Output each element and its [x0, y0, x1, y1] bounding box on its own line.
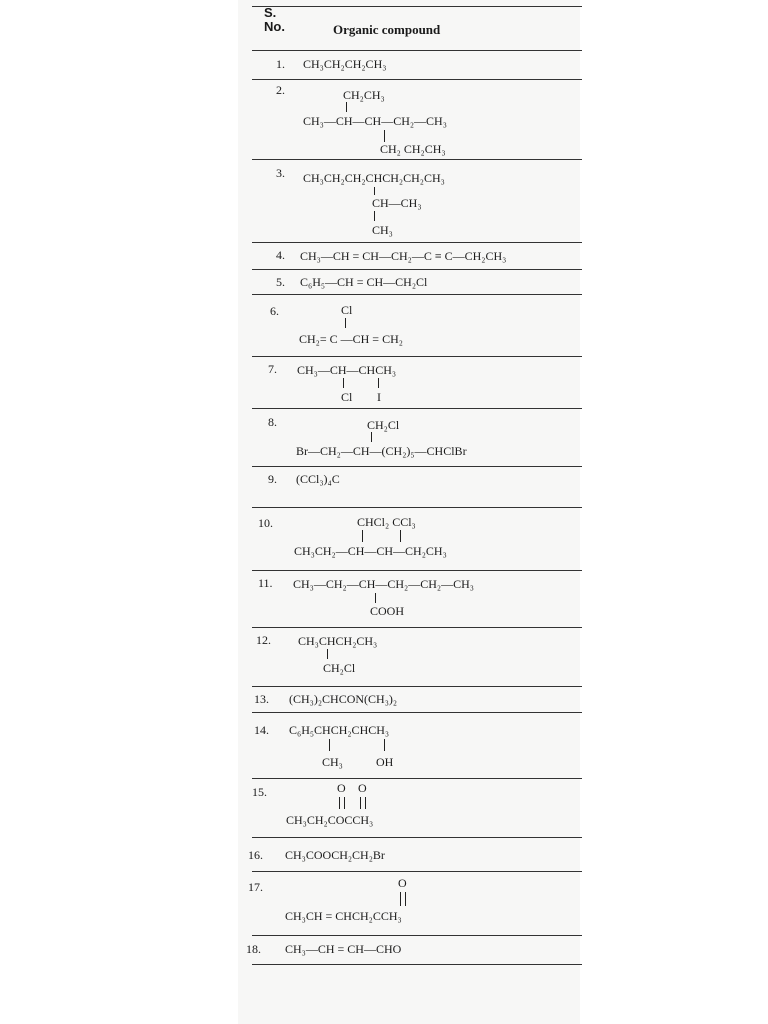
compound-substituent: COOH [370, 604, 405, 618]
carbonyl-oxygen: O [358, 781, 367, 795]
compound-substituent: CH₃ [322, 755, 343, 769]
row-divider [252, 837, 582, 838]
bond-line [362, 530, 363, 542]
compound-formula: Br—CH₂—CH—(CH₂)₅—CHClBr [296, 444, 467, 458]
compound-formula: CH₃CH₂—CH—CH—CH₂CH₃ [294, 544, 447, 558]
row-number: 1. [276, 57, 285, 71]
double-bond [360, 797, 366, 809]
row-number: 12. [256, 633, 271, 647]
compound-formula: CH₃—CH = CH—CH₂—C ≡ C—CH₂CH₃ [300, 249, 507, 263]
row-divider [252, 159, 582, 160]
bond-line [378, 378, 379, 388]
row-divider [252, 935, 582, 936]
row-divider [252, 466, 582, 467]
row-number: 6. [270, 304, 279, 318]
row-number: 11. [258, 576, 273, 590]
compound-substituent: CH₃ [372, 223, 393, 237]
row-divider [252, 686, 582, 687]
compound-formula: CH₃CH₂COCCH₃ [286, 813, 374, 827]
row-divider [252, 356, 582, 357]
compound-formula: CH₃COOCH₂CH₂Br [285, 848, 385, 862]
bond-line [327, 649, 328, 659]
row-divider [252, 50, 582, 51]
compound-header: Organic compound [333, 22, 441, 37]
compound-substituent: CH₂ CH₂CH₃ [380, 142, 446, 156]
bond-line [374, 187, 375, 195]
compound-substituent: CHCl₂ CCl₃ [357, 515, 416, 529]
row-number: 7. [268, 362, 277, 376]
serial-header-no: No. [264, 19, 285, 34]
row-number: 8. [268, 415, 277, 429]
row-divider [252, 570, 582, 571]
bond-line [371, 432, 372, 442]
bond-line [384, 739, 385, 751]
row-divider [252, 712, 582, 713]
row-divider [252, 242, 582, 243]
row-divider [252, 269, 582, 270]
row-divider [252, 507, 582, 508]
double-bond [400, 892, 406, 906]
compound-substituent: Cl [341, 303, 353, 317]
bond-line [374, 211, 375, 221]
row-divider [252, 79, 582, 80]
compound-substituent: Cl [341, 390, 353, 404]
row-divider [252, 778, 582, 779]
compound-formula: CH₃CH₂CH₂CH₃ [303, 57, 387, 71]
compound-formula: CH₃—CH—CH—CH₂—CH₃ [303, 114, 447, 128]
compound-substituent: CH₂Cl [323, 661, 356, 675]
row-divider [252, 408, 582, 409]
serial-header-s: S. [264, 5, 277, 20]
row-number: 3. [276, 166, 285, 180]
compound-substituent: I [377, 390, 381, 404]
row-number: 15. [252, 785, 267, 799]
bond-line [346, 102, 347, 112]
row-number: 10. [258, 516, 273, 530]
compound-formula: CH₃CH₂CH₂CHCH₂CH₂CH₃ [303, 171, 445, 185]
compound-formula: CH₃—CH—CHCH₃ [297, 363, 397, 377]
bond-line [375, 593, 376, 603]
row-divider [252, 964, 582, 965]
bond-line [343, 378, 344, 388]
row-number: 2. [276, 83, 285, 97]
compound-formula: CH₃—CH₂—CH—CH₂—CH₂—CH₃ [293, 577, 474, 591]
serial-header [264, 6, 285, 34]
row-number: 16. [248, 848, 263, 862]
compound-formula: C₆H₅CHCH₂CHCH₃ [289, 723, 390, 737]
compound-substituent: CH—CH₃ [372, 196, 422, 210]
row-divider [252, 871, 582, 872]
row-number: 14. [254, 723, 269, 737]
compound-substituent: OH [376, 755, 394, 769]
compound-substituent: CH₂Cl [367, 418, 400, 432]
compound-formula: CH₃CHCH₂CH₃ [298, 634, 378, 648]
double-bond [339, 797, 345, 809]
bond-line [345, 318, 346, 328]
row-divider [252, 627, 582, 628]
row-number: 9. [268, 472, 277, 486]
row-number: 5. [276, 275, 285, 289]
compound-formula: C₆H₅—CH = CH—CH₂Cl [300, 275, 428, 289]
compound-formula: (CH₃)₂CHCON(CH₃)₂ [289, 692, 398, 706]
compound-formula: CH₃—CH = CH—CHO [285, 942, 402, 956]
compound-formula: (CCl₃)₄C [296, 472, 340, 486]
bond-line [329, 739, 330, 751]
row-number: 13. [254, 692, 269, 706]
carbonyl-oxygen: O [337, 781, 346, 795]
row-number: 17. [248, 880, 263, 894]
compound-formula: CH₂= C —CH = CH₂ [299, 332, 403, 346]
row-divider [252, 6, 582, 7]
bond-line [384, 130, 385, 142]
row-divider [252, 294, 582, 295]
row-number: 4. [276, 248, 285, 262]
compound-substituent: CH₂CH₃ [343, 88, 385, 102]
compound-formula: CH₃CH = CHCH₂CCH₃ [285, 909, 402, 923]
carbonyl-oxygen: O [398, 876, 407, 890]
bond-line [400, 530, 401, 542]
row-number: 18. [246, 942, 261, 956]
